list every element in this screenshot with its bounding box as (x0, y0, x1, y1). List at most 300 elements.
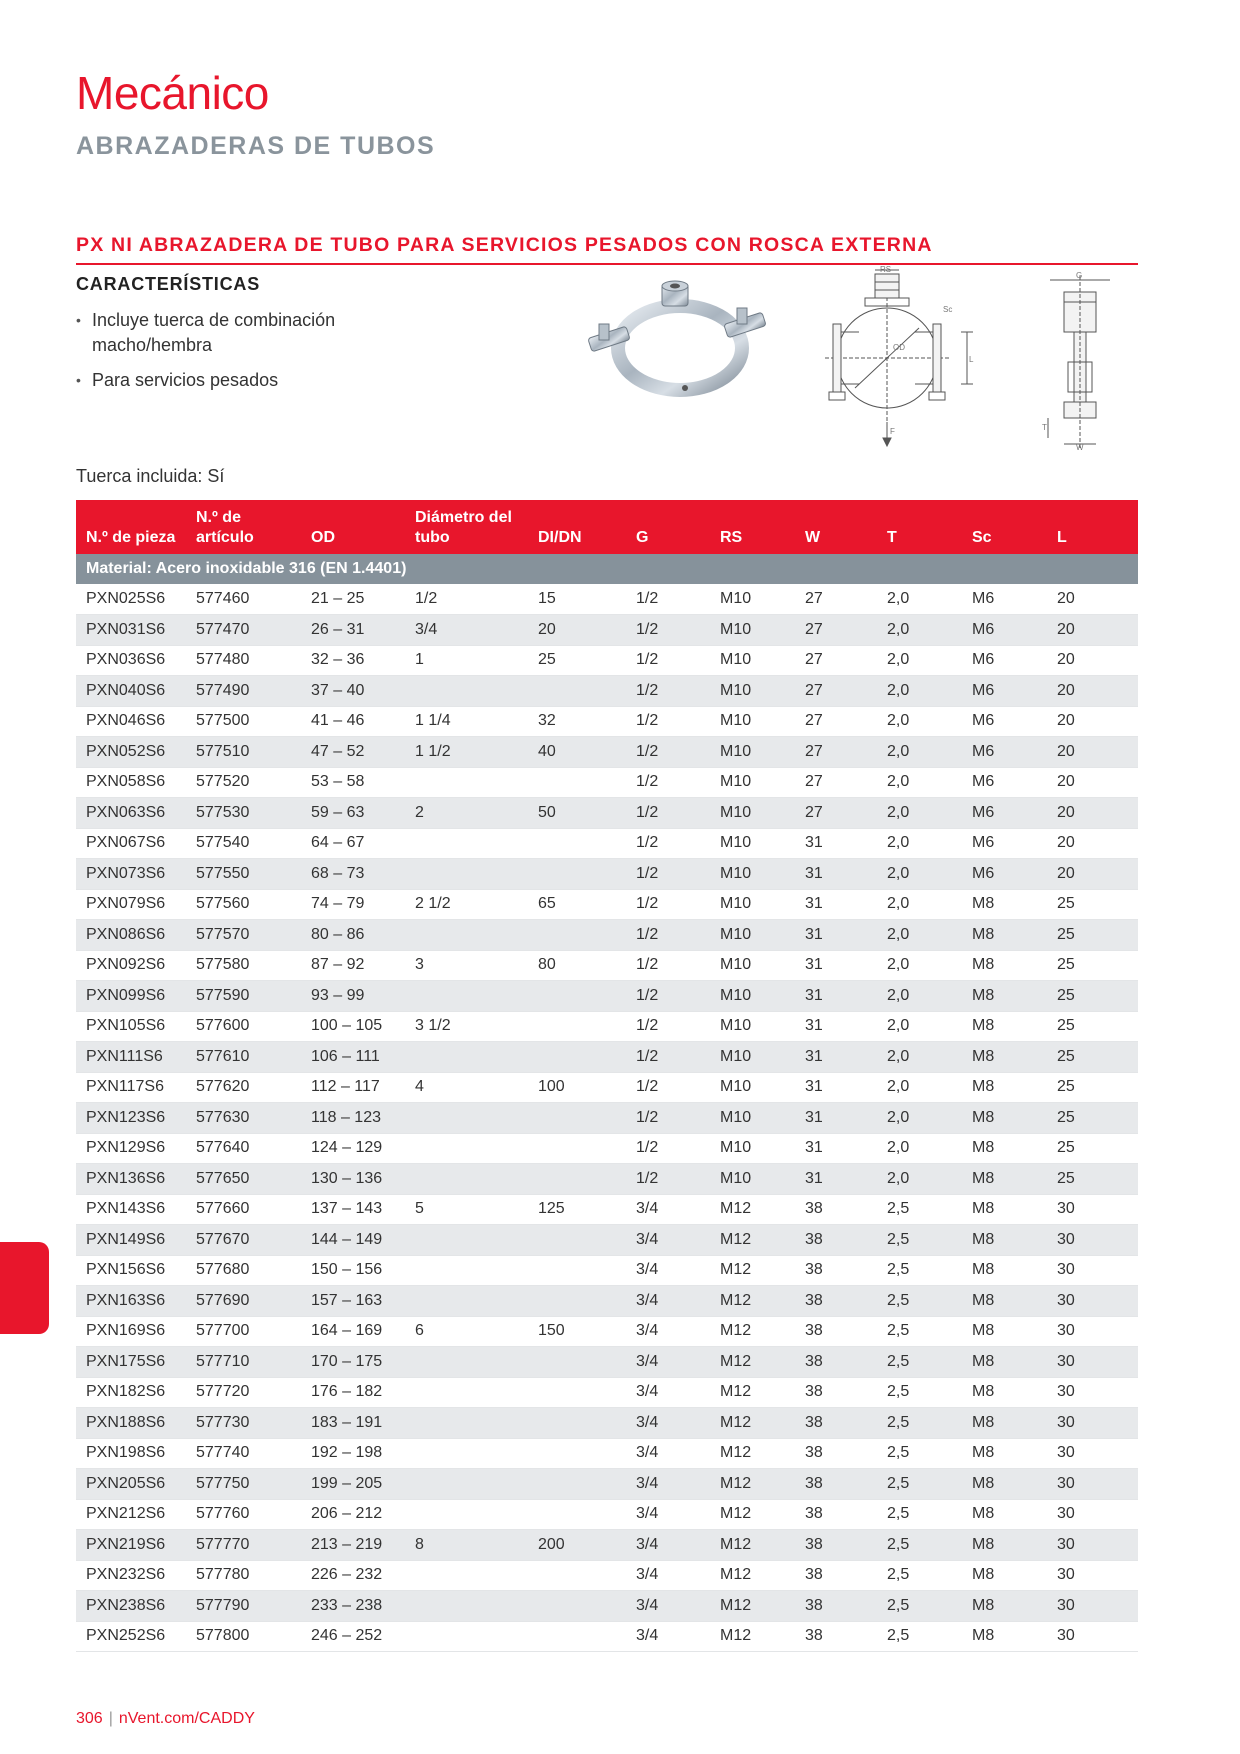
table-cell: PXN143S6 (76, 1194, 186, 1225)
table-cell (405, 1042, 528, 1073)
table-cell: 93 – 99 (301, 981, 405, 1012)
table-cell: 38 (795, 1499, 877, 1530)
table-cell: 1/2 (626, 676, 710, 707)
table-cell: 2,0 (877, 645, 962, 676)
table-cell: 38 (795, 1469, 877, 1500)
table-cell: 31 (795, 889, 877, 920)
table-cell: PXN105S6 (76, 1011, 186, 1042)
table-cell: 1/2 (626, 859, 710, 890)
table-cell: 2 1/2 (405, 889, 528, 920)
table-cell: M12 (710, 1255, 795, 1286)
table-row (76, 645, 1138, 676)
table-row (76, 889, 1138, 920)
table-cell: 31 (795, 1042, 877, 1073)
table-cell: M10 (710, 920, 795, 951)
table-row (76, 1255, 1138, 1286)
table-cell: 1/2 (626, 645, 710, 676)
table-cell: 30 (1047, 1560, 1138, 1591)
section-tab-marker (0, 1242, 49, 1334)
table-cell: 2,0 (877, 950, 962, 981)
table-cell: 1/2 (626, 1072, 710, 1103)
table-cell: PXN063S6 (76, 798, 186, 829)
table-cell: 20 (1047, 706, 1138, 737)
table-cell: M8 (962, 950, 1047, 981)
table-cell: 3/4 (626, 1316, 710, 1347)
table-cell: PXN058S6 (76, 767, 186, 798)
table-cell: 3/4 (626, 1499, 710, 1530)
table-cell: 38 (795, 1438, 877, 1469)
table-cell: 2,0 (877, 1011, 962, 1042)
table-cell: 3 (405, 950, 528, 981)
table-cell (405, 1621, 528, 1652)
table-cell: 25 (1047, 1011, 1138, 1042)
table-cell: 6 (405, 1316, 528, 1347)
table-cell: 27 (795, 676, 877, 707)
table-row (76, 1194, 1138, 1225)
section-title: PX NI ABRAZADERA DE TUBO PARA SERVICIOS PESADOS CON ROSCA EXTERNA (76, 234, 933, 256)
col-header-t: T (877, 500, 962, 554)
table-cell: M12 (710, 1347, 795, 1378)
table-row (76, 1469, 1138, 1500)
material-row (76, 554, 1138, 584)
col-header-didn: DI/DN (528, 500, 626, 554)
table-cell: 32 (528, 706, 626, 737)
table-cell (405, 1469, 528, 1500)
table-cell: M10 (710, 859, 795, 890)
table-cell: PXN117S6 (76, 1072, 186, 1103)
table-cell: M12 (710, 1591, 795, 1622)
table-cell: M8 (962, 1347, 1047, 1378)
table-cell: 38 (795, 1225, 877, 1256)
table-row (76, 1042, 1138, 1073)
table-cell: 577540 (186, 828, 301, 859)
table-cell: 577620 (186, 1072, 301, 1103)
table-cell: 3/4 (626, 1408, 710, 1439)
pipe-clamp-photo-icon (585, 276, 770, 414)
table-cell (405, 1560, 528, 1591)
table-cell: 38 (795, 1316, 877, 1347)
table-cell: M8 (962, 1042, 1047, 1073)
table-cell: 30 (1047, 1591, 1138, 1622)
table-cell: 577490 (186, 676, 301, 707)
table-cell: 577790 (186, 1591, 301, 1622)
table-cell: 125 (528, 1194, 626, 1225)
section-divider (76, 263, 1138, 265)
table-cell (405, 1347, 528, 1378)
table-row (76, 1530, 1138, 1561)
table-cell: PXN136S6 (76, 1164, 186, 1195)
table-cell: M10 (710, 584, 795, 615)
table-cell: 233 – 238 (301, 1591, 405, 1622)
table-cell (405, 676, 528, 707)
table-cell (528, 1164, 626, 1195)
table-cell: M8 (962, 1133, 1047, 1164)
table-cell (405, 1133, 528, 1164)
table-cell: 25 (1047, 1042, 1138, 1073)
table-cell: 25 (1047, 1164, 1138, 1195)
table-cell: 31 (795, 1011, 877, 1042)
table-cell: M10 (710, 737, 795, 768)
table-cell: 577580 (186, 950, 301, 981)
table-cell: 25 (1047, 1103, 1138, 1134)
table-cell: 38 (795, 1377, 877, 1408)
table-cell: M12 (710, 1438, 795, 1469)
table-cell: PXN175S6 (76, 1347, 186, 1378)
table-row (76, 706, 1138, 737)
clamp-front-drawing-icon (795, 265, 985, 452)
table-cell: 192 – 198 (301, 1438, 405, 1469)
table-cell (405, 1408, 528, 1439)
table-cell: 31 (795, 1103, 877, 1134)
table-row (76, 828, 1138, 859)
table-cell (528, 1347, 626, 1378)
table-cell: M10 (710, 706, 795, 737)
table-cell: M8 (962, 1103, 1047, 1134)
table-cell: 2,5 (877, 1560, 962, 1591)
table-cell: 20 (1047, 798, 1138, 829)
table-row (76, 1286, 1138, 1317)
table-cell: 577650 (186, 1164, 301, 1195)
col-header-w: W (795, 500, 877, 554)
feature-item: • Para servicios pesados (76, 368, 396, 393)
table-row (76, 1438, 1138, 1469)
table-cell: M6 (962, 737, 1047, 768)
table-cell: 20 (1047, 737, 1138, 768)
od-label: OD (893, 343, 905, 352)
t-label: T (1042, 423, 1047, 432)
table-cell: 15 (528, 584, 626, 615)
table-cell: 200 (528, 1530, 626, 1561)
table-cell: 577590 (186, 981, 301, 1012)
table-cell: 1/2 (626, 1042, 710, 1073)
table-cell: 130 – 136 (301, 1164, 405, 1195)
table-cell: 3/4 (626, 1286, 710, 1317)
table-cell (528, 1133, 626, 1164)
table-cell: PXN205S6 (76, 1469, 186, 1500)
table-cell: 2,5 (877, 1255, 962, 1286)
table-cell: PXN212S6 (76, 1499, 186, 1530)
table-cell: 100 – 105 (301, 1011, 405, 1042)
table-cell: 577680 (186, 1255, 301, 1286)
table-row (76, 1225, 1138, 1256)
table-cell: 2,5 (877, 1438, 962, 1469)
table-cell: M10 (710, 1103, 795, 1134)
table-cell: 3/4 (626, 1438, 710, 1469)
table-cell: 30 (1047, 1255, 1138, 1286)
table-cell: PXN129S6 (76, 1133, 186, 1164)
table-cell (405, 859, 528, 890)
table-cell: 20 (1047, 676, 1138, 707)
table-cell: 53 – 58 (301, 767, 405, 798)
table-cell: 2,5 (877, 1194, 962, 1225)
table-cell: 1/2 (626, 920, 710, 951)
table-cell: M6 (962, 828, 1047, 859)
table-cell: 1 1/2 (405, 737, 528, 768)
table-cell: 2,5 (877, 1621, 962, 1652)
table-row (76, 767, 1138, 798)
table-cell: 4 (405, 1072, 528, 1103)
table-cell (528, 1255, 626, 1286)
table-row (76, 798, 1138, 829)
table-cell: 38 (795, 1591, 877, 1622)
table-cell (528, 1225, 626, 1256)
table-cell: 59 – 63 (301, 798, 405, 829)
table-cell: 80 (528, 950, 626, 981)
table-cell (405, 1438, 528, 1469)
table-cell: 2,5 (877, 1225, 962, 1256)
table-cell: 38 (795, 1255, 877, 1286)
table-cell: 31 (795, 859, 877, 890)
table-cell: M12 (710, 1225, 795, 1256)
f-label: F (890, 427, 895, 436)
table-cell: 213 – 219 (301, 1530, 405, 1561)
table-cell: M8 (962, 1316, 1047, 1347)
table-cell: 176 – 182 (301, 1377, 405, 1408)
table-cell: M12 (710, 1194, 795, 1225)
table-cell: 38 (795, 1560, 877, 1591)
table-cell: M12 (710, 1408, 795, 1439)
table-cell: 20 (1047, 645, 1138, 676)
table-cell: 2,5 (877, 1469, 962, 1500)
table-cell: PXN156S6 (76, 1255, 186, 1286)
footer-separator: | (108, 1710, 113, 1727)
table-cell: PXN169S6 (76, 1316, 186, 1347)
table-cell: 2,0 (877, 859, 962, 890)
table-cell: M8 (962, 1530, 1047, 1561)
table-cell: 30 (1047, 1347, 1138, 1378)
table-cell: 1/2 (626, 950, 710, 981)
table-cell: 20 (528, 615, 626, 646)
table-cell (528, 676, 626, 707)
table-cell: M8 (962, 1408, 1047, 1439)
table-cell: 199 – 205 (301, 1469, 405, 1500)
table-row (76, 1621, 1138, 1652)
table-row (76, 1164, 1138, 1195)
clamp-side-drawing-icon (1030, 272, 1130, 452)
table-cell: M8 (962, 1072, 1047, 1103)
table-cell: M10 (710, 767, 795, 798)
material-label: Material: Acero inoxidable 316 (EN 1.4401) (76, 554, 1138, 584)
table-cell (528, 1103, 626, 1134)
table-row (76, 1347, 1138, 1378)
table-cell: 577730 (186, 1408, 301, 1439)
footer-site-link[interactable]: nVent.com/CADDY (118, 1710, 255, 1727)
table-cell: M8 (962, 1286, 1047, 1317)
table-cell: 100 (528, 1072, 626, 1103)
table-cell: M10 (710, 798, 795, 829)
table-cell (528, 767, 626, 798)
table-cell: 25 (1047, 981, 1138, 1012)
table-cell: 577780 (186, 1560, 301, 1591)
spec-table (76, 500, 1138, 1652)
table-cell: 5 (405, 1194, 528, 1225)
table-cell: 2,5 (877, 1347, 962, 1378)
table-cell: PXN111S6 (76, 1042, 186, 1073)
table-cell: 577560 (186, 889, 301, 920)
page-footer (76, 1710, 255, 1728)
table-row (76, 1103, 1138, 1134)
table-cell: PXN052S6 (76, 737, 186, 768)
rs-label: RS (880, 265, 892, 274)
table-cell: PXN182S6 (76, 1377, 186, 1408)
table-cell: 3/4 (626, 1255, 710, 1286)
table-cell (528, 981, 626, 1012)
page-subtitle: ABRAZADERAS DE TUBOS (76, 132, 436, 160)
table-cell: 2,0 (877, 1164, 962, 1195)
table-cell: 577750 (186, 1469, 301, 1500)
table-cell: 2,0 (877, 889, 962, 920)
table-cell: M6 (962, 767, 1047, 798)
table-cell: 20 (1047, 584, 1138, 615)
table-cell: PXN163S6 (76, 1286, 186, 1317)
table-cell: 2,0 (877, 676, 962, 707)
table-cell: 1/2 (626, 1103, 710, 1134)
sc-label: Sc (943, 305, 953, 314)
table-cell: M10 (710, 1042, 795, 1073)
table-cell: M8 (962, 889, 1047, 920)
table-cell: 2,0 (877, 920, 962, 951)
table-cell: 577510 (186, 737, 301, 768)
table-cell: 2,0 (877, 1103, 962, 1134)
table-cell: 577520 (186, 767, 301, 798)
table-row (76, 859, 1138, 890)
table-cell: 25 (1047, 1072, 1138, 1103)
table-cell: 144 – 149 (301, 1225, 405, 1256)
table-cell: PXN198S6 (76, 1438, 186, 1469)
table-cell: 74 – 79 (301, 889, 405, 920)
table-cell: M8 (962, 1621, 1047, 1652)
table-cell: 65 (528, 889, 626, 920)
table-cell: M8 (962, 1164, 1047, 1195)
table-cell: 31 (795, 1133, 877, 1164)
table-cell (528, 1286, 626, 1317)
table-cell: 577660 (186, 1194, 301, 1225)
table-cell: M12 (710, 1316, 795, 1347)
table-cell: 157 – 163 (301, 1286, 405, 1317)
table-row (76, 1133, 1138, 1164)
col-header-part: N.º de pieza (76, 500, 186, 554)
table-cell: 3/4 (626, 1560, 710, 1591)
table-cell: 26 – 31 (301, 615, 405, 646)
features-heading: CARACTERÍSTICAS (76, 274, 261, 294)
table-cell: 25 (1047, 950, 1138, 981)
table-cell: 25 (1047, 889, 1138, 920)
table-cell: M10 (710, 889, 795, 920)
table-cell: 206 – 212 (301, 1499, 405, 1530)
table-cell: PXN238S6 (76, 1591, 186, 1622)
table-cell: 1/2 (405, 584, 528, 615)
table-cell: 1/2 (626, 1011, 710, 1042)
table-cell: 31 (795, 828, 877, 859)
table-cell (528, 1621, 626, 1652)
table-row (76, 1316, 1138, 1347)
table-cell: PXN031S6 (76, 615, 186, 646)
table-cell: 577640 (186, 1133, 301, 1164)
table-cell: 3/4 (626, 1347, 710, 1378)
table-cell: M10 (710, 1072, 795, 1103)
table-cell: PXN252S6 (76, 1621, 186, 1652)
table-cell: 226 – 232 (301, 1560, 405, 1591)
table-cell: 577690 (186, 1286, 301, 1317)
table-cell: 2 (405, 798, 528, 829)
table-cell: M6 (962, 706, 1047, 737)
table-cell: 1/2 (626, 828, 710, 859)
table-cell: 1 1/4 (405, 706, 528, 737)
table-cell: 41 – 46 (301, 706, 405, 737)
table-row (76, 1591, 1138, 1622)
table-cell: M10 (710, 1011, 795, 1042)
table-cell: 164 – 169 (301, 1316, 405, 1347)
table-cell: 2,5 (877, 1286, 962, 1317)
table-cell: 1/2 (626, 767, 710, 798)
table-cell (405, 767, 528, 798)
table-cell: 38 (795, 1347, 877, 1378)
col-header-l: L (1047, 500, 1138, 554)
table-cell: 30 (1047, 1286, 1138, 1317)
table-cell: 8 (405, 1530, 528, 1561)
feature-item: • Incluye tuerca de combinación macho/hembra (76, 308, 396, 358)
table-cell: 30 (1047, 1225, 1138, 1256)
table-cell: PXN073S6 (76, 859, 186, 890)
table-cell: 2,0 (877, 737, 962, 768)
table-cell: 68 – 73 (301, 859, 405, 890)
table-cell: M8 (962, 981, 1047, 1012)
table-cell: M12 (710, 1499, 795, 1530)
table-cell: M10 (710, 950, 795, 981)
table-cell: M6 (962, 676, 1047, 707)
table-cell: 27 (795, 615, 877, 646)
table-cell: 577460 (186, 584, 301, 615)
table-cell: M12 (710, 1560, 795, 1591)
table-cell: PXN036S6 (76, 645, 186, 676)
table-cell: M8 (962, 1591, 1047, 1622)
table-cell: 2,5 (877, 1530, 962, 1561)
table-cell: 27 (795, 798, 877, 829)
table-cell: 32 – 36 (301, 645, 405, 676)
table-cell: 577740 (186, 1438, 301, 1469)
table-cell: 246 – 252 (301, 1621, 405, 1652)
table-cell: 38 (795, 1621, 877, 1652)
table-cell: 577500 (186, 706, 301, 737)
table-cell (405, 1225, 528, 1256)
table-cell: 3/4 (626, 1621, 710, 1652)
table-cell: PXN123S6 (76, 1103, 186, 1134)
table-cell: 30 (1047, 1621, 1138, 1652)
table-cell: 577550 (186, 859, 301, 890)
table-cell: 1/2 (626, 798, 710, 829)
table-cell: 183 – 191 (301, 1408, 405, 1439)
table-cell: 2,0 (877, 584, 962, 615)
table-cell: M10 (710, 645, 795, 676)
table-cell (528, 859, 626, 890)
table-cell: M8 (962, 1225, 1047, 1256)
table-cell: 1/2 (626, 1164, 710, 1195)
l-label: L (969, 355, 974, 364)
table-cell: 2,5 (877, 1591, 962, 1622)
table-cell: M8 (962, 1377, 1047, 1408)
table-cell: M8 (962, 1255, 1047, 1286)
table-cell: 2,5 (877, 1377, 962, 1408)
table-row (76, 676, 1138, 707)
table-cell: PXN025S6 (76, 584, 186, 615)
table-row (76, 1011, 1138, 1042)
table-cell: 2,0 (877, 1042, 962, 1073)
g-label: G (1076, 271, 1083, 280)
table-cell: 31 (795, 920, 877, 951)
table-cell: 2,0 (877, 1133, 962, 1164)
table-cell: 2,0 (877, 1072, 962, 1103)
table-cell: PXN092S6 (76, 950, 186, 981)
